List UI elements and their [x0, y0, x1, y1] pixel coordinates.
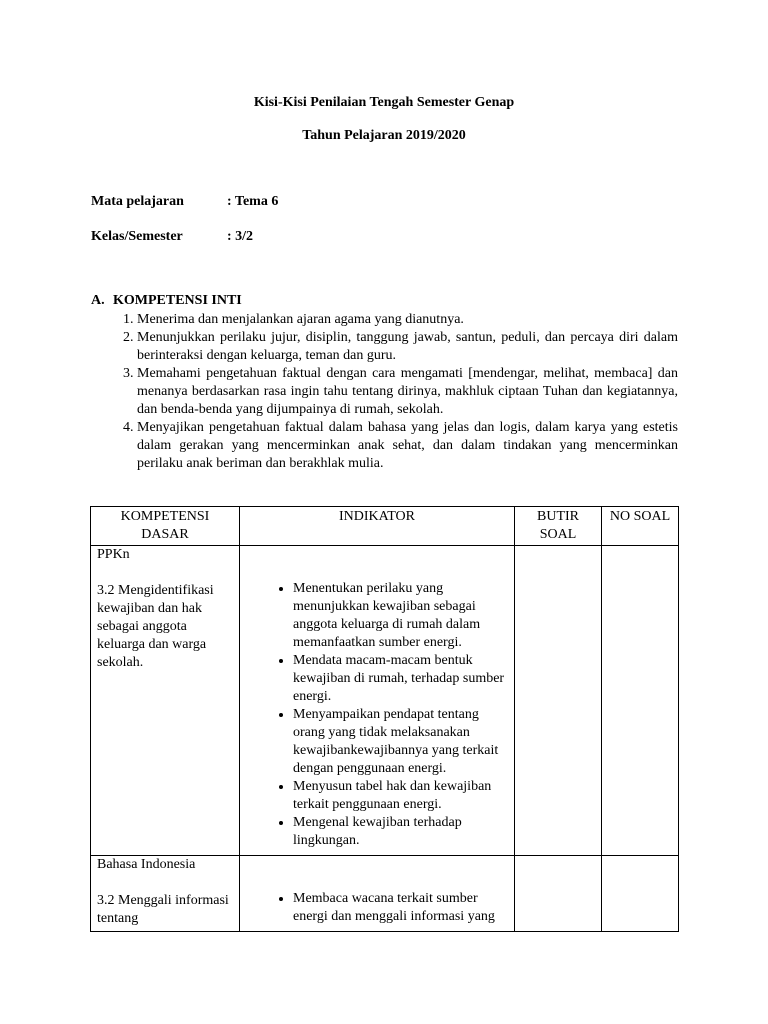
no-soal-cell	[602, 546, 679, 856]
academic-year: Tahun Pelajaran 2019/2020	[302, 128, 466, 143]
no-soal-cell	[602, 856, 679, 932]
class-value: : 3/2	[227, 229, 254, 244]
core-competency-list	[91, 311, 678, 473]
assessment-grid-table	[90, 506, 679, 932]
list-item: 4. Menyajikan pengetahuan faktual dalam bahasa yang jelas dan logis, dalam karya yang estetis dalam gerakan yang mencerminkan anak sehat, dan dalam tindakan yang mencerminkan perilaku anak beriman dan berakhlak mulia.	[137, 419, 678, 473]
kd-text: 3.2 Menggali informasi tentang	[97, 893, 229, 926]
indicator-cell	[240, 856, 515, 932]
indicator-cell	[240, 546, 515, 856]
header-butir-soal: BUTIR SOAL	[515, 507, 602, 546]
list-item: • Menyampaikan pendapat tentang orang yang tidak melaksanakan kewajibankewajibannya yang terkait dengan penggunaan energi.	[293, 706, 508, 778]
section-letter: A.	[91, 293, 105, 308]
table-row	[91, 546, 679, 856]
kd-text: 3.2 Mengidentifikasi kewajiban dan hak sebagai anggota keluarga dan warga sekolah.	[97, 583, 214, 670]
list-item: 3. Memahami pengetahuan faktual dengan cara mengamati [mendengar, melihat, membaca] dan menanya berdasarkan rasa ingin tahu tentang dirinya, makhluk ciptaan Tuhan dan kegiatannya, dan benda-benda yang dijumpainya di rumah, sekolah.	[137, 365, 678, 419]
class-label: Kelas/Semester	[91, 229, 183, 244]
butir-soal-cell	[515, 856, 602, 932]
subject-name: PPKn	[97, 547, 130, 562]
kd-cell	[91, 546, 240, 856]
table-row	[91, 856, 679, 932]
document-title: Kisi-Kisi Penilaian Tengah Semester Genap	[253, 95, 515, 110]
indicator-list	[246, 580, 508, 850]
list-item: • Menyusun tabel hak dan kewajiban terkait penggunaan energi.	[293, 778, 508, 814]
list-item: 1. Menerima dan menjalankan ajaran agama yang dianutnya.	[137, 311, 678, 329]
table-header-row	[91, 507, 679, 546]
list-item: • Membaca wacana terkait sumber energi dan menggali informasi yang	[293, 890, 508, 926]
section-title: KOMPETENSI INTI	[113, 293, 242, 308]
header-kompetensi-dasar: KOMPETENSI DASAR	[91, 507, 240, 546]
header-no-soal: NO SOAL	[602, 507, 679, 546]
subject-label: Mata pelajaran	[91, 194, 184, 209]
list-item: • Mendata macam-macam bentuk kewajiban di rumah, terhadap sumber energi.	[293, 652, 508, 706]
subject-value: : Tema 6	[227, 194, 279, 209]
indicator-list	[246, 890, 508, 926]
list-item: 2. Menunjukkan perilaku jujur, disiplin, tanggung jawab, santun, peduli, dan percaya diri dalam berinteraksi dengan keluarga, teman dan guru.	[137, 329, 678, 365]
subject-name: Bahasa Indonesia	[97, 857, 196, 872]
section-heading	[91, 293, 242, 309]
list-item: • Mengenal kewajiban terhadap lingkungan.	[293, 814, 508, 850]
kd-cell	[91, 856, 240, 932]
header-indikator: INDIKATOR	[240, 507, 515, 546]
butir-soal-cell	[515, 546, 602, 856]
list-item: • Menentukan perilaku yang menunjukkan kewajiban sebagai anggota keluarga di rumah dalam memanfaatkan sumber energi.	[293, 580, 508, 652]
